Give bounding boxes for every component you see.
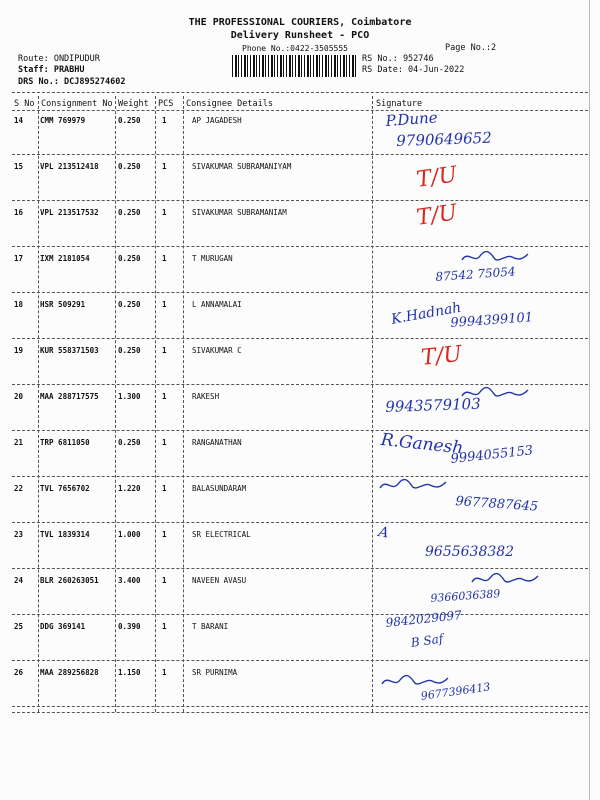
col-consignment: Consignment No	[41, 99, 113, 109]
row-divider	[12, 338, 588, 339]
page-number: Page No.:2	[445, 43, 497, 53]
consignee-name: SR PURNIMA	[192, 668, 238, 677]
column-rule	[38, 96, 39, 712]
barcode	[232, 55, 356, 77]
consignment-number: MAA 288717575	[40, 392, 99, 401]
signature-text: A	[377, 524, 390, 542]
consignment-number: MAA 289256828	[40, 668, 99, 677]
consignee-name: BALASUNDARAM	[192, 484, 247, 493]
weight-value: 1.300	[118, 392, 141, 401]
serial-number: 21	[14, 438, 24, 447]
column-rule	[183, 96, 184, 712]
consignment-number: TVL 1839314	[40, 530, 90, 539]
signature-phone: 9790649652	[396, 128, 493, 150]
weight-value: 1.150	[118, 668, 141, 677]
consignment-number: HSR 509291	[40, 300, 86, 309]
pieces-count: 1	[162, 346, 167, 355]
pieces-count: 1	[162, 438, 167, 447]
pieces-count: 1	[162, 116, 167, 125]
pieces-count: 1	[162, 530, 167, 539]
serial-number: 16	[14, 208, 24, 217]
serial-number: 24	[14, 576, 24, 585]
weight-value: 0.250	[118, 162, 141, 171]
serial-number: 22	[14, 484, 24, 493]
pieces-count: 1	[162, 208, 167, 217]
consignee-name: RANGANATHAN	[192, 438, 242, 447]
consignee-name: SIVAKUMAR SUBRAMANIYAM	[192, 162, 292, 171]
pieces-count: 1	[162, 300, 167, 309]
column-rule	[155, 96, 156, 712]
row-divider	[12, 660, 588, 661]
consignee-name: AP JAGADESH	[192, 116, 242, 125]
row-divider	[12, 430, 588, 431]
row-divider	[12, 614, 588, 615]
signature-phone: 9842029097	[385, 608, 463, 630]
consignee-name: T MURUGAN	[192, 254, 233, 263]
serial-number: 18	[14, 300, 24, 309]
weight-value: 0.250	[118, 254, 141, 263]
weight-value: 3.400	[118, 576, 141, 585]
signature-scribble	[378, 476, 448, 494]
document-title	[150, 16, 450, 42]
consignee-name: T BARANI	[192, 622, 229, 631]
pieces-count: 1	[162, 622, 167, 631]
consignee-name: RAKESH	[192, 392, 220, 401]
pieces-count: 1	[162, 576, 167, 585]
weight-value: 0.250	[118, 116, 141, 125]
row-divider	[12, 154, 588, 155]
col-weight: Weight	[118, 99, 149, 109]
weight-value: 0.250	[118, 346, 141, 355]
signature-phone: 9994055153	[450, 443, 534, 467]
serial-number: 17	[14, 254, 24, 263]
consignment-number: TVL 7656702	[40, 484, 90, 493]
consignment-number: IXM 2181054	[40, 254, 90, 263]
serial-number: 19	[14, 346, 24, 355]
row-divider	[12, 476, 588, 477]
consignment-number: KUR 558371503	[40, 346, 99, 355]
serial-number: 23	[14, 530, 24, 539]
col-consignee: Consignee Details	[186, 99, 273, 109]
rs-date: RS Date: 04-Jun-2022	[362, 65, 465, 75]
column-rule	[115, 96, 116, 712]
tu-mark: T/U	[415, 162, 459, 193]
pieces-count: 1	[162, 162, 167, 171]
signature-text: K.Hadnah	[390, 299, 463, 328]
consignment-number: DDG 369141	[40, 622, 86, 631]
pieces-count: 1	[162, 254, 167, 263]
column-header-divider	[12, 110, 588, 111]
signature-phone: 9655638382	[425, 544, 515, 560]
pieces-count: 1	[162, 392, 167, 401]
serial-number: 26	[14, 668, 24, 677]
col-pcs: PCS	[158, 99, 174, 109]
consignment-number: VPL 213512418	[40, 162, 99, 171]
signature-phone: 9994399101	[450, 310, 534, 331]
signature-scribble	[470, 570, 540, 588]
staff-label: Staff: PRABHU	[18, 65, 85, 75]
consignment-number: BLR 260263051	[40, 576, 99, 585]
col-sno: S No	[14, 99, 35, 109]
serial-number: 25	[14, 622, 24, 631]
phone-number: Phone No.:0422-3505555	[242, 44, 348, 53]
pieces-count: 1	[162, 484, 167, 493]
tu-mark: T/U	[420, 341, 464, 371]
signature-text: P.Dune	[385, 108, 439, 130]
drs-number: DRS No.: DCJ895274602	[18, 77, 126, 87]
weight-value: 1.000	[118, 530, 141, 539]
row-divider	[12, 292, 588, 293]
row-divider	[12, 706, 588, 707]
row-divider	[12, 522, 588, 523]
signature-phone: 9943579103	[385, 394, 482, 416]
route-label: Route: ONDIPUDUR	[18, 54, 100, 64]
signature-scribble	[460, 248, 530, 266]
serial-number: 15	[14, 162, 24, 171]
serial-number: 14	[14, 116, 24, 125]
weight-value: 0.250	[118, 208, 141, 217]
serial-number: 20	[14, 392, 24, 401]
signature-phone: 9677887645	[454, 494, 539, 515]
signature-phone: 9366036389	[430, 587, 501, 605]
header-divider	[12, 92, 588, 93]
consignee-name: SIVAKUMAR C	[192, 346, 242, 355]
consignee-name: L ANNAMALAI	[192, 300, 242, 309]
consignee-name: SR ELECTRICAL	[192, 530, 251, 539]
consignee-name: SIVAKUMAR SUBRAMANIAM	[192, 208, 287, 217]
table-bottom-rule	[12, 712, 588, 713]
consignment-number: VPL 213517532	[40, 208, 99, 217]
runsheet-title: Delivery Runsheet - PCO	[230, 30, 370, 41]
signature-phone: 87542 75054	[435, 264, 516, 284]
page-edge	[589, 0, 590, 800]
weight-value: 1.220	[118, 484, 141, 493]
row-divider	[12, 246, 588, 247]
weight-value: 0.250	[118, 438, 141, 447]
col-signature: Signature	[376, 99, 423, 109]
rs-number: RS No.: 952746	[362, 54, 434, 64]
column-rule	[372, 96, 373, 712]
signature-text: R.Ganesh	[379, 430, 465, 459]
row-divider	[12, 200, 588, 201]
signature-phone: 9677396413	[420, 680, 492, 703]
row-divider	[12, 568, 588, 569]
pieces-count: 1	[162, 668, 167, 677]
consignee-name: NAVEEN AVASU	[192, 576, 247, 585]
consignment-number: CMM 769979	[40, 116, 86, 125]
weight-value: 0.390	[118, 622, 141, 631]
company-name: THE PROFESSIONAL COURIERS, Coimbatore	[188, 17, 412, 28]
signature-text: B Saf	[410, 631, 445, 650]
weight-value: 0.250	[118, 300, 141, 309]
consignment-number: TRP 6811050	[40, 438, 90, 447]
tu-mark: T/U	[415, 200, 459, 231]
